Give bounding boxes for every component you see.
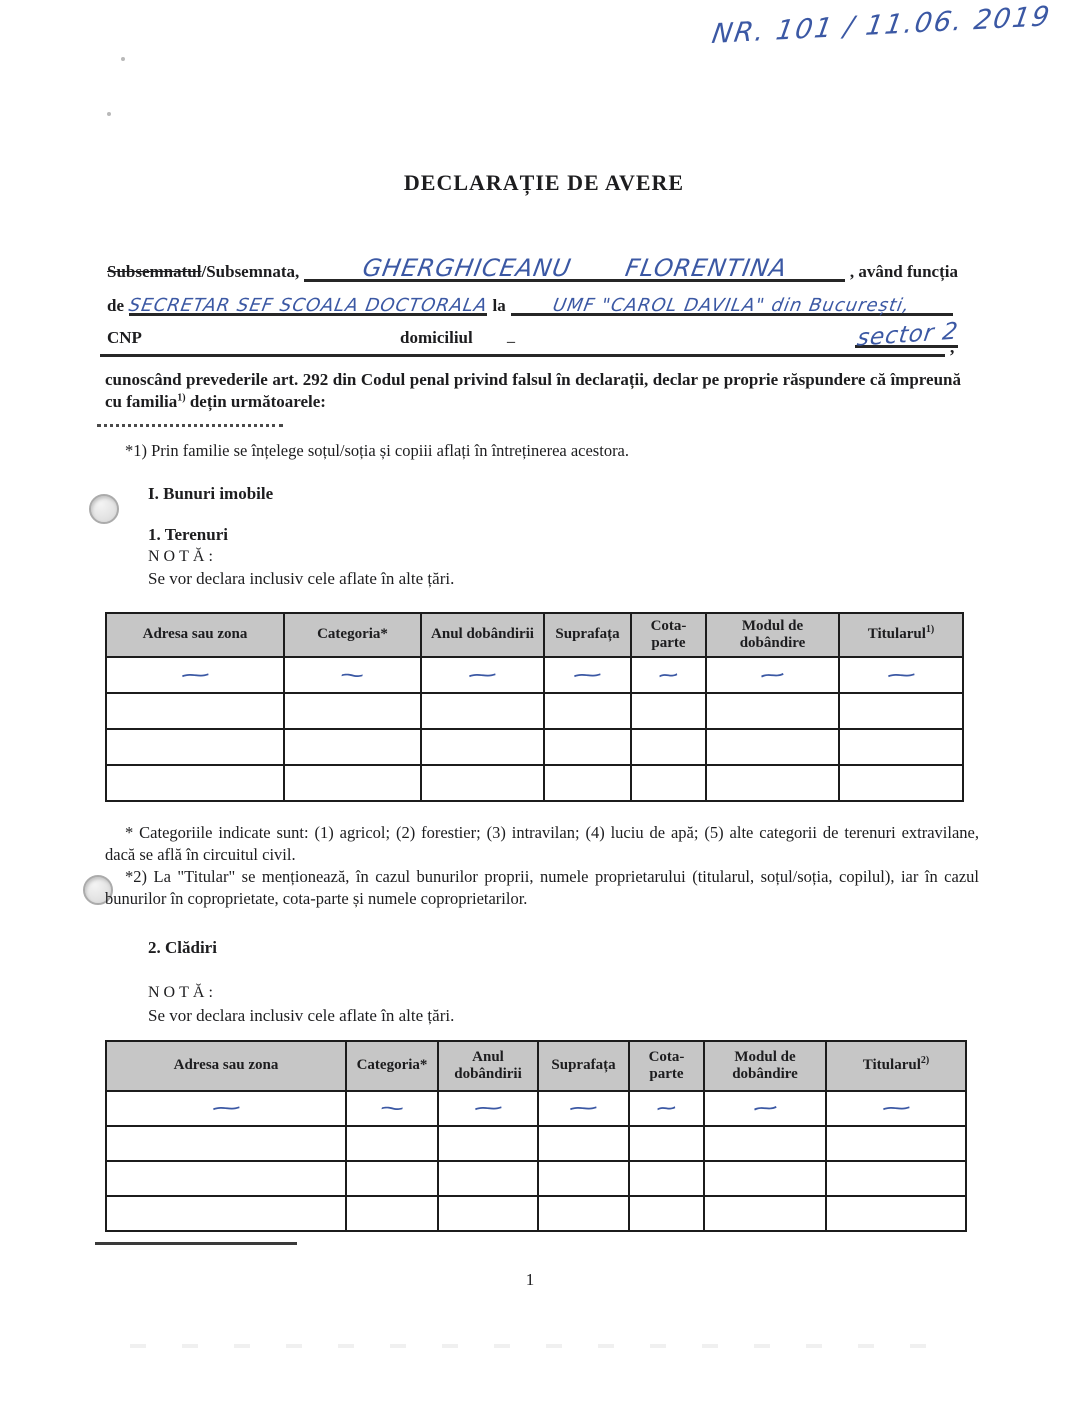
table-cell [106,1126,346,1161]
scan-speck [121,57,125,61]
domiciliu-field [855,318,960,352]
table-cell [538,1091,629,1126]
table-row-empty [106,1161,966,1196]
dash-mark: ~ [568,665,607,684]
table-cell [706,657,839,693]
table-cell [106,1161,346,1196]
table-cell [284,729,421,765]
table-cell [438,1091,538,1126]
table-cell [544,657,631,693]
header-adresa: Adresa sau zona [106,1041,346,1091]
table-cell [629,1196,704,1231]
table-cell [631,657,706,693]
table-cell [629,1161,704,1196]
table-cell [706,693,839,729]
table-header-row [106,1041,966,1091]
table-cell [544,693,631,729]
table-cell [106,657,284,693]
dash-mark: ~ [652,1098,681,1118]
table-row-empty [106,729,963,765]
dash-mark: ~ [654,664,683,685]
table-cell [631,765,706,801]
institutie-value-handwritten: UMF "CAROL DAVILA" din București, [551,295,913,316]
table-cell [284,693,421,729]
statement-paragraph [105,369,961,414]
header-modul: Modul de dobândire [704,1041,826,1091]
table-row-empty [106,765,963,801]
table-cell [538,1161,629,1196]
header-cota: Cota-parte [629,1041,704,1091]
table-cell [839,765,963,801]
table-cell [538,1126,629,1161]
table-cell [826,1091,966,1126]
table-cell [839,693,963,729]
table-cell [826,1196,966,1231]
table-cell [106,1196,346,1231]
table-cell [438,1196,538,1231]
nota-text: Se vor declara inclusiv cele aflate în alte țări. [148,1006,455,1025]
nota-label: NOTĂ: [148,984,217,1001]
dash-mark: ~ [375,1098,409,1118]
separator-rule [100,354,945,357]
cladiri-table [105,1040,967,1232]
dash-mark: ~ [881,665,921,684]
header-suprafata: Suprafața [538,1041,629,1091]
table-cell [284,657,421,693]
table-cell [826,1126,966,1161]
table-cell [544,729,631,765]
nota-label: NOTĂ: [148,548,217,565]
table-cell [421,765,544,801]
label-subsemnata: /Subsemnata, [201,262,300,281]
table-cell [704,1196,826,1231]
intro-line-functie [107,286,958,316]
table-cell [346,1091,438,1126]
intro-line-declarant [107,252,958,282]
functie-value-handwritten: SECRETAR SEF SCOALA DOCTORALA [127,295,490,316]
titular-footnote: *2) La "Titular" se menționează, în cazul bunurilor proprii, numele proprietarului (titularul, soțul/soția, copilul), iar în cazul bunurilor în coproprietate, cota-parte și numele coproprietarilor. [105,867,979,909]
table-cell [704,1161,826,1196]
label-cnp: CNP [107,328,142,347]
table-cell [704,1126,826,1161]
dash-mark: ~ [876,1098,916,1118]
intro-line-cnp [107,318,960,352]
underscore-mark: _ [507,328,515,345]
dash-mark: ~ [463,665,502,684]
header-categoria: Categoria* [346,1041,438,1091]
table-cell [346,1196,438,1231]
registration-number-handwritten: NR. 101 / 11.06. 2019 [709,0,1054,51]
dotted-line [97,424,283,427]
label-la: la [492,296,506,315]
terenuri-table [105,612,964,802]
header-anul: Anul dobândirii [421,613,544,657]
section-heading-bunuri-imobile: I. Bunuri imobile [148,484,274,503]
name-field [304,252,845,282]
table-cell [629,1126,704,1161]
header-cota: Cota-parte [631,613,706,657]
dash-mark: ~ [754,664,791,685]
page-number: 1 [525,1270,535,1289]
dash-mark: ~ [746,1098,784,1118]
table-cell [706,729,839,765]
label-subsemnatul-struck: Subsemnatul [107,262,202,281]
statement-text-end: dețin următoarele: [185,392,326,412]
header-titularul: Titularul$^{1)}$ [839,613,963,657]
header-suprafata: Suprafața [544,613,631,657]
table-cell [346,1161,438,1196]
table-cell [706,765,839,801]
table-cell [421,729,544,765]
table-header-row [106,613,963,657]
table-cell [438,1161,538,1196]
table-cell [826,1161,966,1196]
dash-mark: ~ [206,1098,246,1118]
heading-cladiri: 2. Clădiri [148,938,217,957]
table-cell [421,693,544,729]
table-cell [106,693,284,729]
footnote-separator [95,1242,297,1245]
table-row-empty [106,1126,966,1161]
table-row-empty [106,1196,966,1231]
table-cell [538,1196,629,1231]
table-cell [346,1126,438,1161]
table-cell [421,657,544,693]
dash-mark: ~ [564,1098,603,1118]
table-row-dashes [106,657,963,693]
table-cell [704,1091,826,1126]
table-cell [629,1091,704,1126]
functie-field [127,286,490,316]
table-cell [631,729,706,765]
family-footnote: *1) Prin familie se înțelege soțul/soția și copiii aflați în întreținerea acestora. [125,441,630,460]
dash-mark: ~ [175,665,215,684]
table-cell [839,657,963,693]
label-avand-functia: , având funcția [849,262,958,281]
table-row-dashes [106,1091,966,1126]
header-categoria: Categoria* [284,613,421,657]
hole-punch-icon [89,494,119,524]
label-domiciliul: domiciliul [400,328,473,347]
scan-noise [130,1344,940,1348]
categorii-footnote: * Categoriile indicate sunt: (1) agricol; (2) forestier; (3) intravilan; (4) luciu de apă; (5) alte categorii de terenuri extravilane, dacă se află în circuitul civil. [105,823,979,865]
table-cell [438,1126,538,1161]
table-footnotes [105,822,979,910]
label-de: de [107,296,124,315]
header-adresa: Adresa sau zona [106,613,284,657]
name-value-handwritten: GHERGHICEANU FLORENTINA [360,254,789,282]
statement-text: cunoscând prevederile art. 292 din Codul penal privind falsul în declarații, declar pe proprie răspundere că împreună cu familia [105,370,961,412]
table-cell [631,693,706,729]
table-cell [106,729,284,765]
statement-sup: 1) [177,392,186,404]
table-cell [284,765,421,801]
table-cell [839,729,963,765]
heading-terenuri: 1. Terenuri [148,525,228,544]
domiciliu-value-handwritten: sector 2 [855,318,960,352]
table-cell [544,765,631,801]
table-row-empty [106,693,963,729]
table-cell [106,1091,346,1126]
document-title: DECLARAȚIE DE AVERE [403,170,685,195]
dash-mark: ~ [336,664,369,685]
scan-speck [107,112,111,116]
dash-mark: ~ [468,1098,508,1118]
comma-mark: ’ [949,346,955,366]
header-anul: Anul dobândirii [438,1041,538,1091]
header-modul: Modul de dobândire [706,613,839,657]
institutie-field [511,286,953,316]
table-cell [106,765,284,801]
nota-text: Se vor declara inclusiv cele aflate în alte țări. [148,569,455,588]
header-titularul: Titularul$^{2)}$ [826,1041,966,1091]
